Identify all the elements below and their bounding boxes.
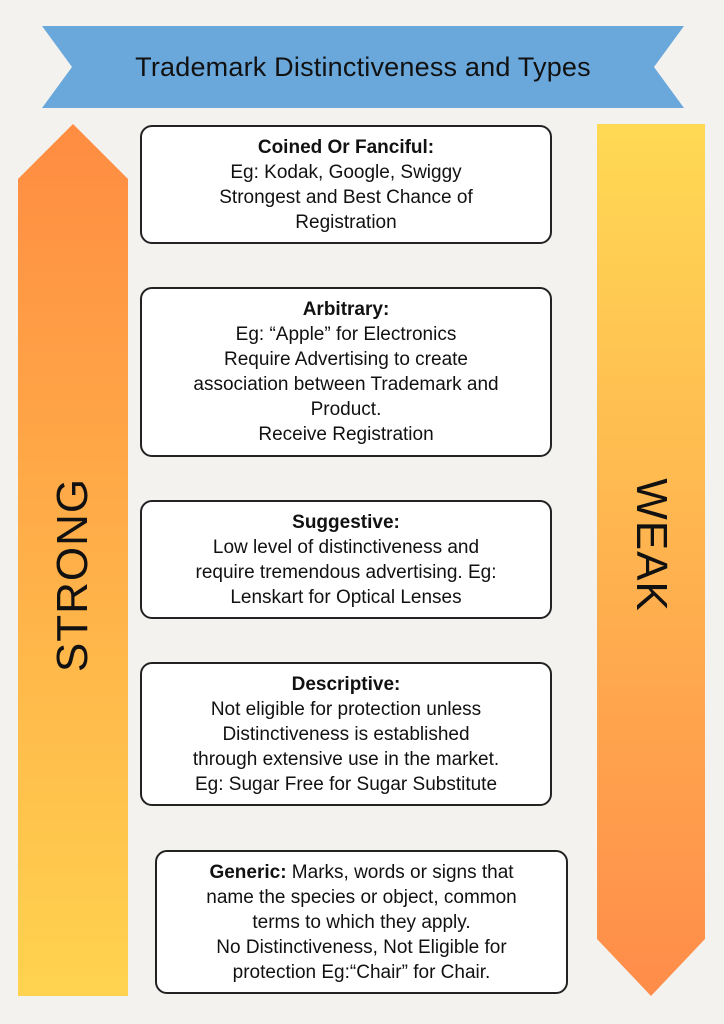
- card-title: Descriptive:: [291, 673, 401, 695]
- card-line: Not eligible for protection unless: [210, 698, 482, 720]
- card-generic: [155, 850, 568, 994]
- card-title: Coined Or Fanciful:: [257, 136, 435, 158]
- card-line: protection Eg:“Chair” for Chair.: [232, 961, 491, 983]
- card-line: terms to which they apply.: [252, 911, 471, 933]
- card-coined-fanciful: [140, 125, 552, 244]
- card-line: Distinctiveness is established: [222, 723, 470, 745]
- card-title: Generic:: [209, 861, 287, 883]
- weak-label: WEAK: [627, 478, 676, 612]
- title-banner: [42, 26, 684, 108]
- card-suggestive: [140, 500, 552, 619]
- page-title: Trademark Distinctiveness and Types: [135, 51, 591, 82]
- card-line: Eg: “Apple” for Electronics: [235, 324, 457, 345]
- card-line: Lenskart for Optical Lenses: [230, 586, 462, 608]
- card-line: Require Advertising to create: [224, 349, 468, 370]
- card-arbitrary: [140, 287, 552, 457]
- card-title: Suggestive:: [292, 511, 400, 533]
- card-line: Product.: [310, 399, 382, 420]
- card-line: Low level of distinctiveness and: [212, 536, 480, 558]
- card-line: Receive Registration: [258, 424, 434, 445]
- card-line: association between Trademark and: [193, 374, 499, 395]
- strong-label: STRONG: [48, 477, 97, 673]
- card-line: Strongest and Best Chance of: [219, 186, 473, 208]
- card-line: No Distinctiveness, Not Eligible for: [216, 936, 507, 958]
- card-title: Arbitrary:: [302, 299, 390, 320]
- card-line: through extensive use in the market.: [192, 748, 500, 770]
- card-descriptive: [140, 662, 552, 806]
- card-line: Eg: Kodak, Google, Swiggy: [230, 161, 462, 183]
- card-line: name the species or object, common: [206, 886, 517, 908]
- card-line: Eg: Sugar Free for Sugar Substitute: [194, 773, 498, 795]
- card-line: require tremendous advertising. Eg:: [195, 561, 497, 583]
- card-line: Marks, words or signs that: [286, 861, 514, 883]
- card-first-line: [165, 860, 558, 885]
- card-line: Registration: [295, 211, 397, 233]
